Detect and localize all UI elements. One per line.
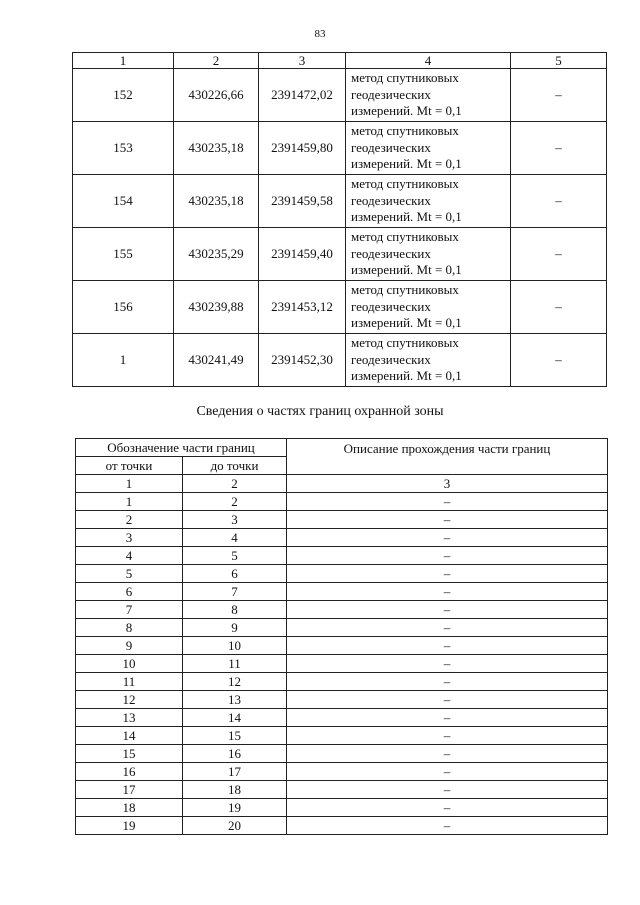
- from-point: 16: [76, 763, 183, 781]
- method-line: геодезических: [351, 86, 431, 102]
- from-point: 6: [76, 583, 183, 601]
- from-point: 19: [76, 817, 183, 835]
- from-point: 18: [76, 799, 183, 817]
- from-point: 17: [76, 781, 183, 799]
- from-point: 5: [76, 565, 183, 583]
- method-cell: [346, 228, 511, 281]
- note-cell: –: [511, 175, 607, 228]
- note-cell: –: [511, 334, 607, 387]
- from-point: 7: [76, 601, 183, 619]
- method-cell: [346, 281, 511, 334]
- boundary-part-row: [76, 673, 608, 691]
- method-line: геодезических: [351, 245, 431, 261]
- method-cell: [346, 69, 511, 122]
- point-number: 152: [73, 69, 174, 122]
- point-number: 155: [73, 228, 174, 281]
- method-line: метод спутниковых: [351, 335, 459, 351]
- boundary-part-row: [76, 817, 608, 835]
- column-number: 5: [511, 53, 607, 69]
- method-line: измерений. Mt = 0,1: [351, 368, 462, 384]
- from-point: 11: [76, 673, 183, 691]
- column-number: 3: [259, 53, 346, 69]
- description-cell: –: [287, 673, 608, 691]
- from-point: 3: [76, 529, 183, 547]
- description-cell: –: [287, 583, 608, 601]
- method-line: геодезических: [351, 351, 431, 367]
- boundary-designation-header: Обозначение части границ: [76, 439, 287, 457]
- coordinates-row: [73, 122, 607, 175]
- description-cell: –: [287, 565, 608, 583]
- description-cell: –: [287, 781, 608, 799]
- boundary-part-row: [76, 493, 608, 511]
- x-coordinate: 430235,18: [174, 122, 259, 175]
- to-point: 6: [183, 565, 287, 583]
- boundary-part-row: [76, 655, 608, 673]
- to-point: 20: [183, 817, 287, 835]
- from-point: 10: [76, 655, 183, 673]
- description-cell: –: [287, 547, 608, 565]
- method-line: измерений. Mt = 0,1: [351, 103, 462, 119]
- description-cell: –: [287, 529, 608, 547]
- method-cell: [346, 122, 511, 175]
- note-cell: –: [511, 281, 607, 334]
- section-title: Сведения о частях границ охранной зоны: [196, 404, 444, 419]
- boundary-parts-table: [75, 438, 608, 835]
- method-line: метод спутниковых: [351, 282, 459, 298]
- to-point: 13: [183, 691, 287, 709]
- coordinates-row: [73, 175, 607, 228]
- method-line: измерений. Mt = 0,1: [351, 315, 462, 331]
- to-point: 7: [183, 583, 287, 601]
- method-cell: [346, 334, 511, 387]
- to-point: 14: [183, 709, 287, 727]
- to-point: 17: [183, 763, 287, 781]
- method-line: измерений. Mt = 0,1: [351, 262, 462, 278]
- boundary-part-row: [76, 637, 608, 655]
- coordinates-table: [72, 52, 607, 387]
- page-number: 83: [314, 28, 326, 40]
- to-point: 5: [183, 547, 287, 565]
- description-cell: –: [287, 709, 608, 727]
- method-line: метод спутниковых: [351, 229, 459, 245]
- boundary-part-row: [76, 763, 608, 781]
- method-line: геодезических: [351, 192, 431, 208]
- to-point: 18: [183, 781, 287, 799]
- to-point: 3: [183, 511, 287, 529]
- description-cell: –: [287, 745, 608, 763]
- to-point: 15: [183, 727, 287, 745]
- method-line: измерений. Mt = 0,1: [351, 209, 462, 225]
- method-cell: [346, 175, 511, 228]
- y-coordinate: 2391459,58: [259, 175, 346, 228]
- method-line: метод спутниковых: [351, 123, 459, 139]
- description-cell: –: [287, 799, 608, 817]
- point-number: 153: [73, 122, 174, 175]
- description-cell: –: [287, 817, 608, 835]
- method-line: геодезических: [351, 139, 431, 155]
- boundary-part-row: [76, 529, 608, 547]
- point-number: 154: [73, 175, 174, 228]
- boundary-part-row: [76, 745, 608, 763]
- boundary-part-row: [76, 601, 608, 619]
- y-coordinate: 2391459,40: [259, 228, 346, 281]
- from-point: 4: [76, 547, 183, 565]
- x-coordinate: 430235,18: [174, 175, 259, 228]
- description-cell: –: [287, 601, 608, 619]
- coordinates-header-row: [73, 53, 607, 69]
- x-coordinate: 430235,29: [174, 228, 259, 281]
- from-point: 12: [76, 691, 183, 709]
- method-line: метод спутниковых: [351, 70, 459, 86]
- coordinates-row: [73, 281, 607, 334]
- coordinates-row: [73, 69, 607, 122]
- description-header: Описание прохождения части границ: [287, 439, 608, 475]
- description-cell: –: [287, 637, 608, 655]
- boundary-part-row: [76, 547, 608, 565]
- x-coordinate: 430239,88: [174, 281, 259, 334]
- from-point: 8: [76, 619, 183, 637]
- description-cell: –: [287, 493, 608, 511]
- parts-column-numbers-row: [76, 475, 608, 493]
- point-number: 1: [73, 334, 174, 387]
- description-cell: –: [287, 619, 608, 637]
- coordinates-row: [73, 228, 607, 281]
- boundary-part-row: [76, 727, 608, 745]
- from-point: 1: [76, 493, 183, 511]
- note-cell: –: [511, 228, 607, 281]
- x-coordinate: 430241,49: [174, 334, 259, 387]
- column-number: 1: [76, 475, 183, 493]
- x-coordinate: 430226,66: [174, 69, 259, 122]
- boundary-part-row: [76, 709, 608, 727]
- description-cell: –: [287, 763, 608, 781]
- column-number: 2: [183, 475, 287, 493]
- to-point: 10: [183, 637, 287, 655]
- from-point: 9: [76, 637, 183, 655]
- boundary-part-row: [76, 619, 608, 637]
- boundary-part-row: [76, 691, 608, 709]
- to-point: 4: [183, 529, 287, 547]
- method-line: метод спутниковых: [351, 176, 459, 192]
- y-coordinate: 2391453,12: [259, 281, 346, 334]
- column-number: 4: [346, 53, 511, 69]
- from-point: 15: [76, 745, 183, 763]
- description-cell: –: [287, 655, 608, 673]
- to-point-header: до точки: [183, 457, 287, 475]
- y-coordinate: 2391459,80: [259, 122, 346, 175]
- description-cell: –: [287, 691, 608, 709]
- y-coordinate: 2391452,30: [259, 334, 346, 387]
- description-cell: –: [287, 727, 608, 745]
- column-number: 1: [73, 53, 174, 69]
- boundary-part-row: [76, 583, 608, 601]
- y-coordinate: 2391472,02: [259, 69, 346, 122]
- boundary-part-row: [76, 799, 608, 817]
- point-number: 156: [73, 281, 174, 334]
- method-line: измерений. Mt = 0,1: [351, 156, 462, 172]
- from-point: 14: [76, 727, 183, 745]
- to-point: 8: [183, 601, 287, 619]
- from-point-header: от точки: [76, 457, 183, 475]
- parts-header-row: [76, 439, 608, 457]
- note-cell: –: [511, 122, 607, 175]
- method-line: геодезических: [351, 298, 431, 314]
- from-point: 13: [76, 709, 183, 727]
- to-point: 11: [183, 655, 287, 673]
- description-cell: –: [287, 511, 608, 529]
- column-number: 3: [287, 475, 608, 493]
- note-cell: –: [511, 69, 607, 122]
- boundary-part-row: [76, 781, 608, 799]
- from-point: 2: [76, 511, 183, 529]
- boundary-part-row: [76, 565, 608, 583]
- to-point: 16: [183, 745, 287, 763]
- to-point: 2: [183, 493, 287, 511]
- to-point: 19: [183, 799, 287, 817]
- to-point: 12: [183, 673, 287, 691]
- boundary-part-row: [76, 511, 608, 529]
- column-number: 2: [174, 53, 259, 69]
- to-point: 9: [183, 619, 287, 637]
- coordinates-row: [73, 334, 607, 387]
